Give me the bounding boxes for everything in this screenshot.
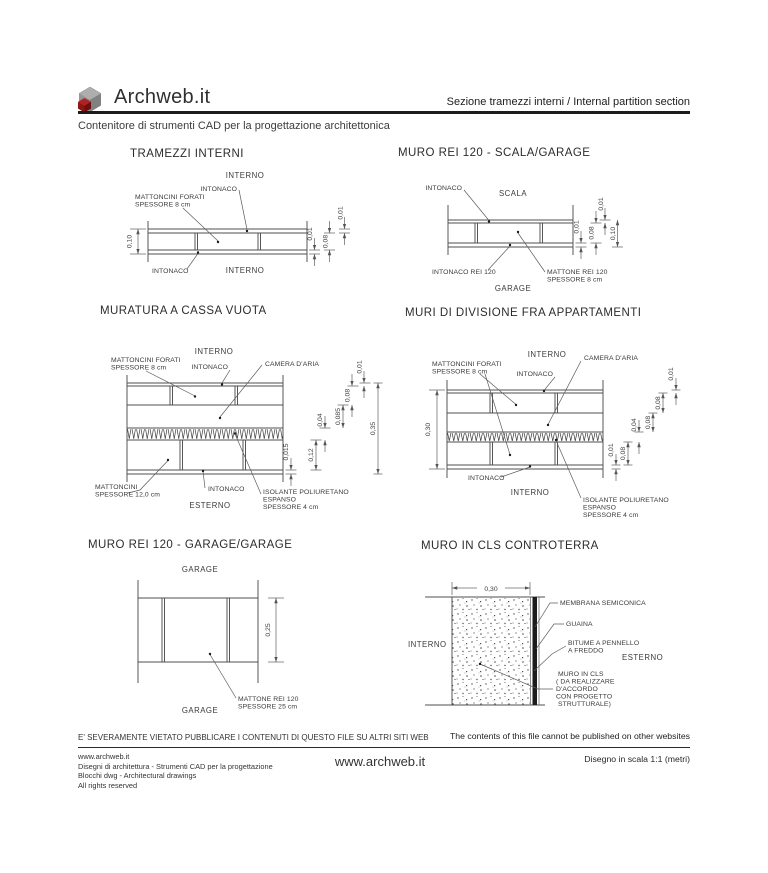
label-mattoncini-1: MATTONCINI FORATI (432, 361, 502, 368)
label-bitume-1: BITUME A PENNELLO (568, 640, 640, 647)
label-interno-bottom: INTERNO (225, 266, 265, 275)
label-intonaco-top: INTONACO (516, 371, 553, 378)
label-membrana: MEMBRANA SEMICONICA (560, 600, 646, 607)
drawing-muri-divisione (405, 330, 695, 530)
dim-plaster-top: 0,01 (598, 197, 605, 211)
wall-lines (448, 205, 573, 255)
label-interno-top: INTERNO (527, 350, 567, 359)
label-interno-bottom: INTERNO (510, 488, 550, 497)
drawing-muro-rei-garage-garage (120, 555, 350, 725)
dim-camera: 0,08 (645, 415, 652, 430)
label-mattoncini12-1: MATTONCINI (95, 484, 138, 491)
label-intonaco: INTONACO (425, 185, 462, 192)
insulation-hatch (127, 428, 283, 440)
archweb-cube-logo-icon (76, 85, 104, 113)
label-intonaco-top: INTONACO (200, 186, 237, 193)
footer-divider (78, 747, 690, 748)
title-muri-divisione: MURI DI DIVISIONE FRA APPARTAMENTI (405, 307, 642, 319)
notice-english: The contents of this file cannot be published on other websites (449, 731, 690, 741)
label-isolante-3: SPESSORE 4 cm (583, 512, 639, 519)
label-muro-cls-3: D'ACCORDO (556, 686, 598, 693)
label-intonaco-bottom: INTONACO (208, 486, 245, 493)
concrete-hatch (452, 597, 530, 705)
wall-lines (148, 221, 307, 262)
dim-total: 0,10 (126, 234, 134, 249)
label-isolante-3: SPESSORE 4 cm (263, 504, 319, 511)
label-garage: GARAGE (494, 284, 532, 293)
title-tramezzi-interni: TRAMEZZI INTERNI (130, 148, 244, 160)
leader-lines (209, 653, 236, 698)
dim-plaster-top: 0,01 (337, 206, 345, 220)
dim-intonaco-bottom: 0,015 (283, 443, 290, 461)
dim-intonaco-top: 0,01 (356, 360, 364, 374)
label-garage-top: GARAGE (181, 565, 219, 574)
footer-info-line3: Blocchi dwg - Architectural drawings (78, 771, 197, 780)
label-scala: SCALA (498, 189, 528, 198)
dim-intonaco-top: 0,01 (668, 367, 675, 381)
label-isolante-1: ISOLANTE POLIURETANO (583, 497, 669, 504)
footer-scale: Disegno in scala 1:1 (metri) (584, 754, 690, 764)
dimension-lines (286, 371, 383, 486)
label-bitume-2: A FREDDO (568, 647, 604, 655)
dim-total: 0,25 (265, 623, 272, 637)
label-intonaco-bottom: INTONACO (152, 268, 189, 275)
notice-italian: E' SEVERAMENTE VIETATO PUBBLICARE I CONTENUTI DI QUESTO FILE SU ALTRI SITI WEB (78, 733, 429, 742)
label-isolante-2: ESPANSO (263, 496, 297, 504)
dim-total: 0,30 (425, 422, 432, 437)
dim-camera: 0,085 (335, 407, 342, 426)
logo-text: Archweb.it (114, 86, 211, 108)
label-garage-bottom: GARAGE (181, 706, 219, 715)
footer-website: www.archweb.it (334, 754, 426, 769)
label-esterno: ESTERNO (189, 501, 231, 510)
label-camera-aria: CAMERA D'ARIA (584, 355, 638, 362)
dimension-lines (130, 217, 350, 266)
leader-lines (464, 190, 545, 272)
footer-info-line4: All rights reserved (78, 780, 138, 790)
label-muro-cls-1: MURO IN CLS (558, 671, 604, 678)
label-mattone-2: SPESSORE 8 cm (547, 276, 603, 284)
label-interno-top: INTERNO (225, 171, 265, 180)
label-mattone-1: MATTONE REI 120 (238, 696, 299, 703)
label-mattone-1: MATTONE REI 120 (547, 269, 608, 276)
title-muro-rei-garage-garage: MURO REI 120 - GARAGE/GARAGE (88, 539, 293, 551)
label-mattoncini-2: SPESSORE 8 cm (432, 368, 488, 376)
dim-brick-top: 0,08 (655, 396, 662, 410)
drawing-muratura-cassa-vuota (85, 330, 385, 520)
label-intonaco-bottom: INTONACO (468, 475, 505, 482)
dim-total: 0,35 (370, 421, 377, 436)
dim-isolante: 0,04 (317, 413, 324, 427)
wall-lines (138, 580, 258, 683)
label-muro-cls-4: CON PROGETTO (556, 693, 613, 701)
label-interno: INTERNO (408, 640, 447, 649)
title-muro-rei-scala-garage: MURO REI 120 - SCALA/GARAGE (398, 147, 591, 159)
label-isolante-1: ISOLANTE POLIURETANO (263, 489, 349, 496)
dim-brick8: 0,08 (344, 388, 352, 403)
title-muro-cls-controterra: MURO IN CLS CONTROTERRA (421, 540, 599, 552)
label-muro-cls-2: ( DA REALIZZARE (556, 678, 615, 686)
dim-brick12: 0,12 (308, 448, 315, 462)
drawing-tramezzi-interni (120, 165, 370, 285)
drawing-muro-rei-scala-garage (395, 165, 645, 300)
label-mattone-2: SPESSORE 25 cm (238, 703, 298, 711)
dim-brick: 0,08 (588, 226, 596, 240)
header-subtitle: Contenitore di strumenti CAD per la progettazione architettonica (78, 120, 390, 132)
label-muro-cls-5: STRUTTURALE) (558, 701, 611, 708)
label-camera-aria: CAMERA D'ARIA (265, 361, 319, 368)
dim-total: 0,10 (610, 226, 617, 241)
dim-brick: 0,08 (322, 234, 330, 249)
title-muratura-cassa-vuota: MURATURA A CASSA VUOTA (100, 305, 267, 317)
label-mattoncini8-1: MATTONCINI FORATI (111, 357, 181, 364)
footer-info-line2: Disegni di architettura - Strumenti CAD per la progettazione (78, 761, 273, 771)
wall-lines (447, 380, 603, 478)
footer-info-site: www.archweb.it (78, 752, 130, 761)
leader-lines (183, 190, 248, 269)
label-intonaco-top: INTONACO (191, 364, 228, 371)
dim-brick-bottom: 0,08 (620, 446, 627, 461)
dim-isolante: 0,04 (631, 418, 638, 432)
document-title: Sezione tramezzi interni / Internal partition section (446, 96, 690, 108)
dim-plaster-bottom: 0,01 (307, 227, 314, 241)
label-mattoncini12-2: SPESSORE 12,0 cm (95, 491, 161, 499)
label-mattoncini-1: MATTONCINI FORATI (135, 194, 205, 201)
label-esterno: ESTERNO (622, 653, 664, 662)
dim-plaster-bottom: 0,01 (573, 220, 581, 234)
label-interno: INTERNO (194, 347, 234, 356)
label-mattoncini8-2: SPESSORE 8 cm (111, 364, 167, 372)
label-guaina: GUAINA (566, 621, 593, 628)
insulation-hatch (447, 432, 603, 442)
label-mattoncini-2: SPESSORE 8 cm (135, 201, 191, 209)
dim-width: 0,30 (484, 586, 498, 593)
label-intonaco-rei: INTONACO REI 120 (432, 269, 496, 276)
footer-info-block (78, 752, 273, 790)
dim-intonaco-bottom: 0,01 (608, 443, 615, 457)
drawing-muro-cls-controterra (400, 555, 700, 730)
label-isolante-2: ESPANSO (583, 504, 617, 512)
header-divider (78, 111, 690, 114)
